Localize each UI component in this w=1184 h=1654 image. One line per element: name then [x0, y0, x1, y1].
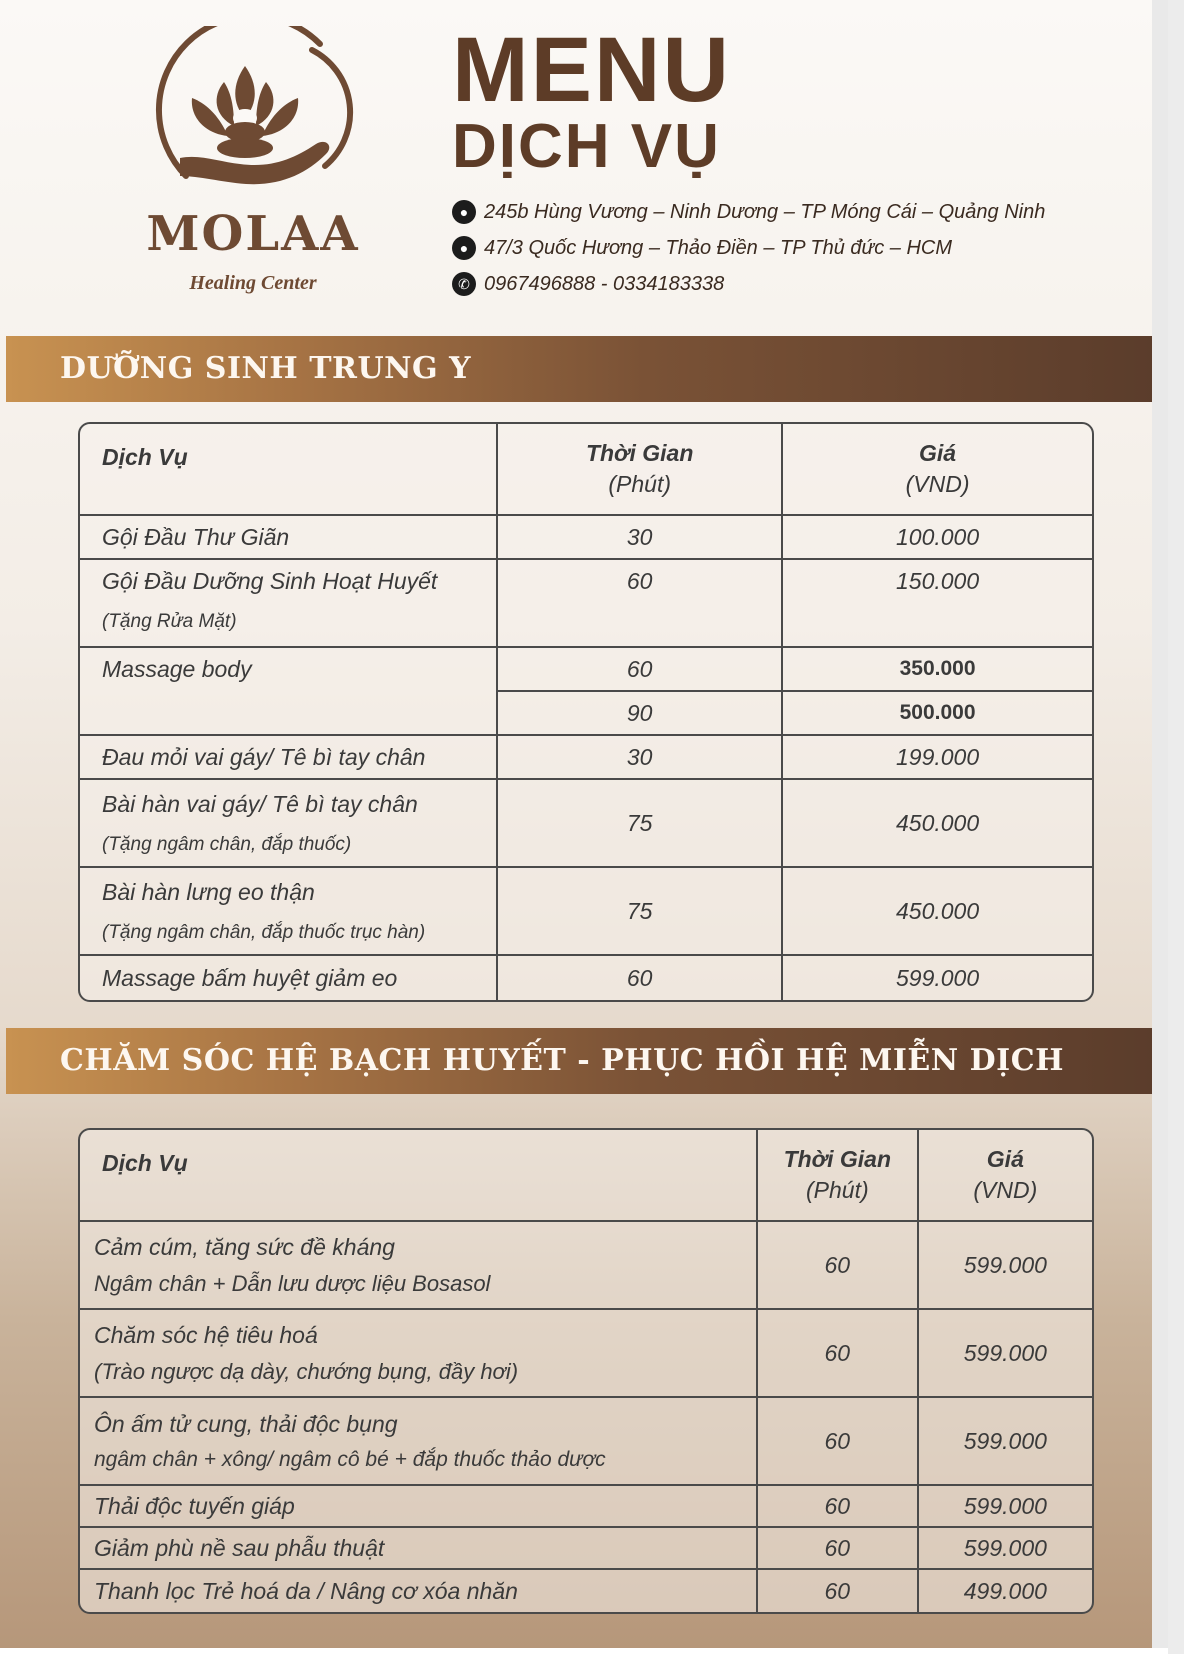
table-row [80, 956, 1092, 1000]
table-row [80, 780, 1092, 868]
service-note: (Trào ngược dạ dày, chướng bụng, đầy hơi) [94, 1358, 519, 1384]
service-table-2 [78, 1128, 1094, 1614]
service-price: 500.000 [783, 692, 1092, 736]
service-time: 60 [498, 648, 783, 692]
service-name: Bài hàn lưng eo thận [102, 878, 315, 905]
service-cell [80, 560, 498, 648]
service-cell [80, 1222, 758, 1310]
table-row [80, 868, 1092, 956]
table-row [80, 1222, 1092, 1310]
service-time: 60 [758, 1570, 919, 1612]
column-header-service: Dịch Vụ [80, 1130, 758, 1222]
service-note: ngâm chân + xông/ ngâm cô bé + đắp thuốc thảo dược [94, 1447, 606, 1471]
service-note: (Tặng ngâm chân, đắp thuốc) [102, 833, 352, 855]
contact-phone [452, 272, 724, 296]
brand-name: MOLAA [146, 206, 360, 262]
page-subtitle: DỊCH VỤ [452, 112, 721, 181]
service-name: Thải độc tuyến giáp [80, 1486, 758, 1528]
location-pin-icon: ● [452, 200, 476, 224]
section-banner-2 [6, 1028, 1168, 1094]
section-title: DƯỠNG SINH TRUNG Y [60, 351, 472, 386]
column-header-time: Thời Gian (Phút) [758, 1130, 919, 1222]
service-price: 450.000 [783, 780, 1092, 868]
table-row [80, 1398, 1092, 1486]
service-price: 599.000 [919, 1222, 1092, 1310]
service-name: Chăm sóc hệ tiêu hoá [94, 1321, 318, 1348]
service-note: Ngâm chân + Dẫn lưu dược liệu Bosasol [94, 1270, 491, 1296]
table-row [80, 560, 1092, 648]
service-cell [80, 868, 498, 956]
section-banner-1 [6, 336, 1168, 402]
service-cell [80, 1398, 758, 1486]
column-header-price: Giá (VND) [783, 424, 1092, 516]
table-row [80, 736, 1092, 780]
service-time: 60 [758, 1310, 919, 1398]
service-price: 599.000 [919, 1528, 1092, 1570]
lotus-hand-logo-icon [120, 26, 380, 306]
service-name: Bài hàn vai gáy/ Tê bì tay chân [102, 790, 418, 817]
table-row [80, 1486, 1092, 1528]
contact-address-1 [452, 200, 1045, 224]
service-time: 60 [758, 1398, 919, 1486]
service-name: Massage bấm huyệt giảm eo [80, 956, 498, 1000]
service-name: Gội Đầu Dưỡng Sinh Hoạt Huyết [102, 568, 438, 594]
service-name: Cảm cúm, tăng sức đề kháng [94, 1233, 395, 1260]
service-time: 30 [498, 516, 783, 560]
brand-tagline: Healing Center [189, 272, 317, 294]
column-header-time: Thời Gian (Phút) [498, 424, 783, 516]
service-cell [80, 1310, 758, 1398]
section-title: CHĂM SÓC HỆ BẠCH HUYẾT - PHỤC HỒI HỆ MIỄN DỊCH [60, 1043, 1064, 1078]
service-price: 499.000 [963, 1577, 1047, 1604]
service-price: 199.000 [783, 736, 1092, 780]
service-name: Đau mỏi vai gáy/ Tê bì tay chân [80, 736, 498, 780]
table-row [80, 1528, 1092, 1570]
column-header-service: Dịch Vụ [80, 424, 498, 516]
service-time: 30 [498, 736, 783, 780]
service-time: 60 [758, 1222, 919, 1310]
service-time: 60 [498, 956, 783, 1000]
service-price: 350.000 [783, 648, 1092, 692]
service-time: 60 [758, 1486, 919, 1528]
table-header-row [80, 1130, 1092, 1222]
page-edge [1168, 0, 1184, 1654]
service-table-1 [78, 422, 1094, 1002]
service-time: 60 [498, 560, 783, 648]
service-note: (Tặng Rửa Mặt) [102, 611, 237, 632]
service-price: 599.000 [919, 1486, 1092, 1528]
service-note: (Tặng ngâm chân, đắp thuốc trục hàn) [102, 921, 426, 943]
service-time: 75 [498, 868, 783, 956]
contact-text: 245b Hùng Vương – Ninh Dương – TP Móng Cái – Quảng Ninh [484, 200, 1046, 223]
service-price: 599.000 [895, 964, 980, 991]
service-cell [80, 780, 498, 868]
table-row [80, 516, 1092, 560]
phone-icon: ✆ [452, 272, 476, 296]
service-name: Thanh lọc Trẻ hoá da / Nâng cơ xóa nhăn [80, 1570, 758, 1612]
contact-text: 0967496888 - 0334183338 [484, 272, 725, 295]
service-price: 100.000 [783, 516, 1092, 560]
table-row [80, 1570, 1092, 1612]
service-name: Ôn ấm tử cung, thải độc bụng [94, 1410, 398, 1437]
contact-text: 47/3 Quốc Hương – Thảo Điền – TP Thủ đức – HCM [484, 236, 953, 259]
service-name: Gội Đầu Thư Giãn [80, 516, 498, 560]
service-time: 90 [498, 692, 783, 736]
service-price: 599.000 [919, 1310, 1092, 1398]
service-time: 60 [758, 1528, 919, 1570]
column-header-price: Giá (VND) [919, 1130, 1092, 1222]
location-pin-icon: ● [452, 236, 476, 260]
service-price: 599.000 [919, 1398, 1092, 1486]
contact-address-2 [452, 236, 952, 260]
service-time: 75 [498, 780, 783, 868]
table-row [80, 1310, 1092, 1398]
service-price: 150.000 [783, 560, 1092, 648]
service-price: 450.000 [783, 868, 1092, 956]
table-row [80, 648, 1092, 692]
service-name: Giảm phù nề sau phẫu thuật [80, 1528, 758, 1570]
table-header-row [80, 424, 1092, 516]
service-name: Massage body [80, 648, 498, 736]
page-title: MENU [452, 19, 731, 121]
